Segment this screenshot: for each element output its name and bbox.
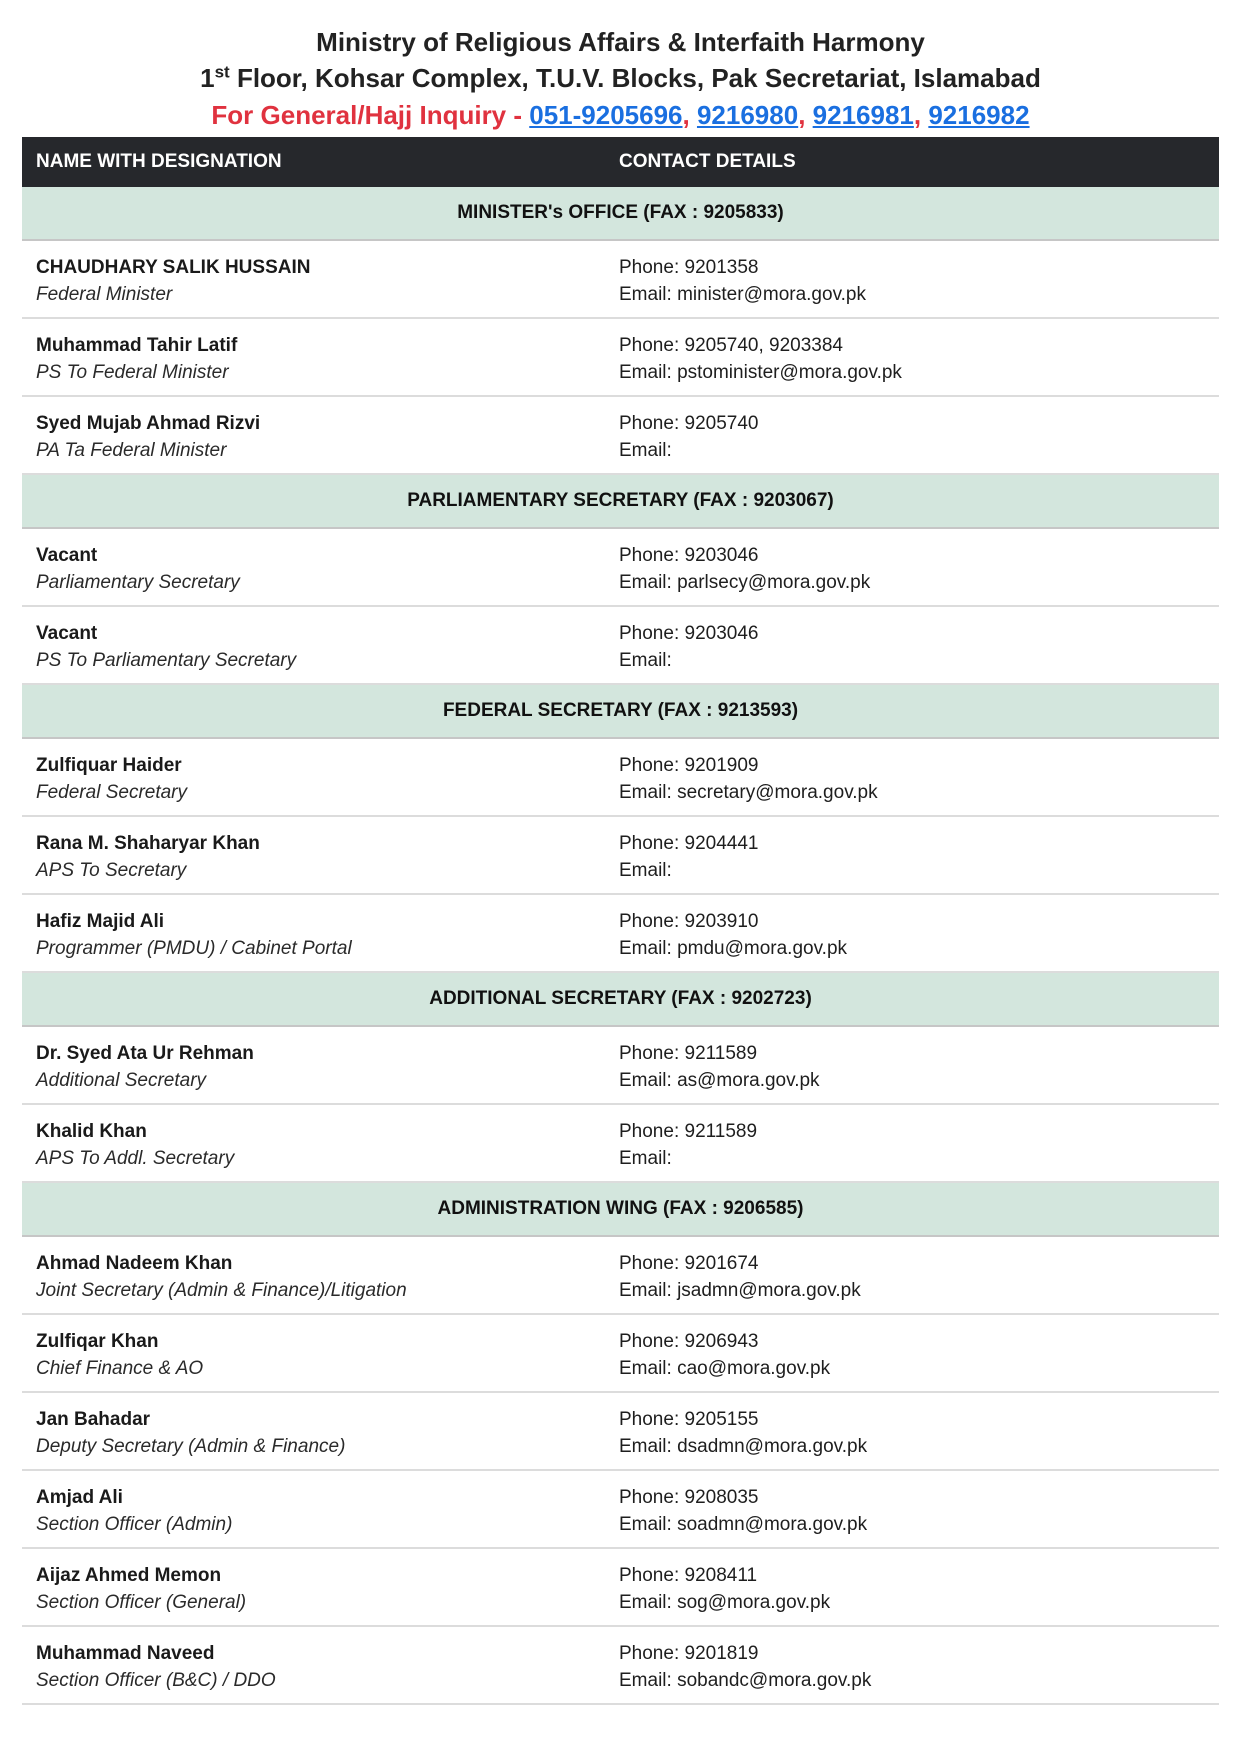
- person-designation: Parliamentary Secretary: [36, 572, 240, 593]
- contact-cell: [619, 908, 1219, 971]
- person-designation: Section Officer (Admin): [36, 1514, 233, 1535]
- person-designation: APS To Addl. Secretary: [36, 1148, 235, 1169]
- person-name: Dr. Syed Ata Ur Rehman: [36, 1043, 254, 1064]
- document-header: [0, 0, 1241, 134]
- address-floor-number: 1: [200, 63, 215, 93]
- person-name: Khalid Khan: [36, 1121, 147, 1142]
- person-designation: PS To Federal Minister: [36, 362, 229, 383]
- email-text: Email: cao@mora.gov.pk: [619, 1358, 831, 1379]
- email-text: Email: parlsecy@mora.gov.pk: [619, 572, 871, 593]
- section-header: ADDITIONAL SECRETARY (FAX : 9202723): [22, 973, 1219, 1027]
- person-name: Aijaz Ahmed Memon: [36, 1565, 222, 1586]
- contact-cell: [619, 410, 1219, 473]
- person-name: Hafiz Majid Ali: [36, 911, 165, 932]
- inquiry-label: For General/Hajj Inquiry -: [211, 100, 530, 130]
- phone-text: Phone: 9203910: [619, 911, 759, 932]
- directory-table: [22, 137, 1219, 1705]
- contact-cell: [619, 1562, 1219, 1625]
- person-designation: Federal Secretary: [36, 782, 188, 803]
- person-cell: [22, 1250, 619, 1313]
- address-floor-suffix: st: [214, 62, 230, 82]
- table-row: [22, 529, 1219, 607]
- column-header-contact: CONTACT DETAILS: [619, 151, 796, 172]
- table-row: [22, 241, 1219, 319]
- inquiry-number-link[interactable]: 9216980: [696, 100, 799, 130]
- email-text: Email: pmdu@mora.gov.pk: [619, 938, 848, 959]
- inquiry-number-link[interactable]: 9216981: [812, 100, 914, 130]
- person-designation: Section Officer (B&C) / DDO: [36, 1670, 276, 1691]
- contact-cell: [619, 752, 1219, 815]
- contact-cell: [619, 1118, 1219, 1181]
- email-text: Email: sog@mora.gov.pk: [619, 1592, 831, 1613]
- section-header: FEDERAL SECRETARY (FAX : 9213593): [22, 685, 1219, 739]
- person-cell: [22, 1328, 619, 1391]
- inquiry-number-link[interactable]: 051-9205696: [529, 100, 683, 130]
- person-designation: Additional Secretary: [36, 1070, 207, 1091]
- phone-text: Phone: 9211589: [619, 1121, 758, 1142]
- phone-text: Phone: 9201819: [619, 1643, 759, 1664]
- email-text: Email: as@mora.gov.pk: [619, 1070, 820, 1091]
- contact-cell: [619, 1484, 1219, 1547]
- contact-cell: [619, 620, 1219, 683]
- person-cell: [22, 332, 619, 395]
- person-name: Zulfiquar Haider: [36, 755, 182, 776]
- table-row: [22, 1393, 1219, 1471]
- phone-text: Phone: 9206943: [619, 1331, 759, 1352]
- table-row: [22, 739, 1219, 817]
- email-text: Email: pstominister@mora.gov.pk: [619, 362, 902, 383]
- person-designation: Programmer (PMDU) / Cabinet Portal: [36, 938, 352, 959]
- email-text: Email: secretary@mora.gov.pk: [619, 782, 878, 803]
- person-name: Muhammad Naveed: [36, 1643, 215, 1664]
- email-text: Email:: [619, 440, 672, 461]
- person-designation: Section Officer (General): [36, 1592, 247, 1613]
- person-name: Vacant: [36, 545, 98, 566]
- ministry-address: [0, 60, 1241, 96]
- person-cell: [22, 254, 619, 317]
- table-header: [22, 137, 1219, 187]
- person-designation: PA Ta Federal Minister: [36, 440, 227, 461]
- inquiry-number-link[interactable]: 9216982: [928, 100, 1030, 130]
- phone-text: Phone: 9204441: [619, 833, 759, 854]
- table-row: [22, 397, 1219, 475]
- phone-text: Phone: 9201909: [619, 755, 759, 776]
- email-text: Email:: [619, 860, 672, 881]
- person-name: Amjad Ali: [36, 1487, 123, 1508]
- email-text: Email:: [619, 650, 672, 671]
- contact-cell: [619, 332, 1219, 395]
- address-rest: Floor, Kohsar Complex, T.U.V. Blocks, Pak Secretariat, Islamabad: [229, 63, 1041, 93]
- section-header: PARLIAMENTARY SECRETARY (FAX : 9203067): [22, 475, 1219, 529]
- phone-text: Phone: 9205740: [619, 413, 759, 434]
- person-name: Muhammad Tahir Latif: [36, 335, 238, 356]
- section-header: MINISTER's OFFICE (FAX : 9205833): [22, 187, 1219, 241]
- person-cell: [22, 1562, 619, 1625]
- phone-text: Phone: 9201674: [619, 1253, 759, 1274]
- person-cell: [22, 1040, 619, 1103]
- table-row: [22, 895, 1219, 973]
- contact-cell: [619, 830, 1219, 893]
- inquiry-separator: ,: [682, 100, 697, 130]
- table-row: [22, 817, 1219, 895]
- person-cell: [22, 1118, 619, 1181]
- table-row: [22, 607, 1219, 685]
- phone-text: Phone: 9208411: [619, 1565, 758, 1586]
- person-cell: [22, 830, 619, 893]
- contact-cell: [619, 1040, 1219, 1103]
- email-text: Email: dsadmn@mora.gov.pk: [619, 1436, 868, 1457]
- person-designation: PS To Parliamentary Secretary: [36, 650, 297, 671]
- phone-text: Phone: 9201358: [619, 257, 759, 278]
- person-cell: [22, 752, 619, 815]
- table-row: [22, 1471, 1219, 1549]
- table-row: [22, 1627, 1219, 1705]
- inquiry-separator: ,: [798, 100, 813, 130]
- email-text: Email: jsadmn@mora.gov.pk: [619, 1280, 861, 1301]
- contact-cell: [619, 1406, 1219, 1469]
- person-name: Ahmad Nadeem Khan: [36, 1253, 233, 1274]
- person-name: Rana M. Shaharyar Khan: [36, 833, 260, 854]
- contact-cell: [619, 542, 1219, 605]
- email-text: Email: sobandc@mora.gov.pk: [619, 1670, 872, 1691]
- person-designation: Chief Finance & AO: [36, 1358, 204, 1379]
- person-name: Jan Bahadar: [36, 1409, 151, 1430]
- table-body: [22, 187, 1219, 1705]
- table-row: [22, 1549, 1219, 1627]
- inquiry-line: [0, 96, 1241, 134]
- person-cell: [22, 410, 619, 473]
- inquiry-separator: ,: [913, 100, 929, 130]
- email-text: Email: minister@mora.gov.pk: [619, 284, 866, 305]
- column-header-name: NAME WITH DESIGNATION: [36, 151, 282, 172]
- person-cell: [22, 1640, 619, 1703]
- person-designation: Federal Minister: [36, 284, 173, 305]
- email-text: Email:: [619, 1148, 672, 1169]
- ministry-title: Ministry of Religious Affairs & Interfaith Harmony: [316, 27, 925, 57]
- table-row: [22, 1027, 1219, 1105]
- person-cell: [22, 542, 619, 605]
- person-designation: Joint Secretary (Admin & Finance)/Litigation: [36, 1280, 407, 1301]
- table-row: [22, 319, 1219, 397]
- contact-cell: [619, 1250, 1219, 1313]
- section-header: ADMINISTRATION WING (FAX : 9206585): [22, 1183, 1219, 1237]
- phone-text: Phone: 9205155: [619, 1409, 759, 1430]
- person-designation: Deputy Secretary (Admin & Finance): [36, 1436, 346, 1457]
- person-name: Zulfiqar Khan: [36, 1331, 159, 1352]
- contact-cell: [619, 1328, 1219, 1391]
- person-cell: [22, 1484, 619, 1547]
- person-designation: APS To Secretary: [36, 860, 187, 881]
- contact-cell: [619, 1640, 1219, 1703]
- person-cell: [22, 1406, 619, 1469]
- contact-cell: [619, 254, 1219, 317]
- phone-text: Phone: 9208035: [619, 1487, 759, 1508]
- phone-text: Phone: 9203046: [619, 623, 759, 644]
- table-row: [22, 1237, 1219, 1315]
- person-cell: [22, 620, 619, 683]
- phone-text: Phone: 9211589: [619, 1043, 758, 1064]
- table-row: [22, 1105, 1219, 1183]
- person-name: CHAUDHARY SALIK HUSSAIN: [36, 257, 311, 278]
- table-row: [22, 1315, 1219, 1393]
- person-cell: [22, 908, 619, 971]
- person-name: Syed Mujab Ahmad Rizvi: [36, 413, 261, 434]
- person-name: Vacant: [36, 623, 98, 644]
- phone-text: Phone: 9203046: [619, 545, 759, 566]
- phone-text: Phone: 9205740, 9203384: [619, 335, 843, 356]
- email-text: Email: soadmn@mora.gov.pk: [619, 1514, 868, 1535]
